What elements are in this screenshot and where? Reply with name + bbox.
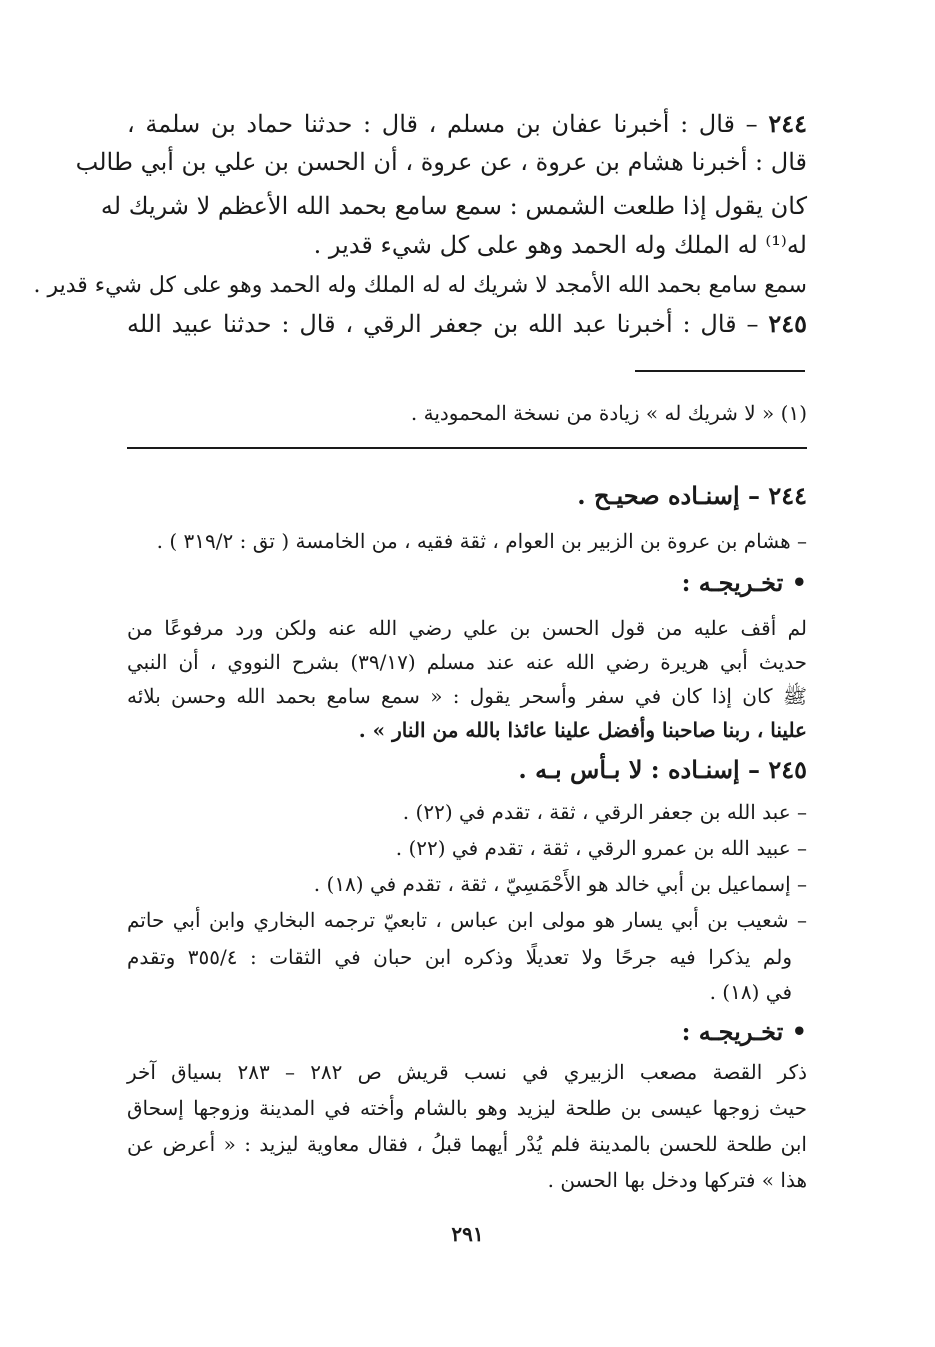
footnote-text: « لا شريك له » زيادة من نسخة المحمودية . — [410, 401, 775, 425]
commentary-separator — [127, 447, 807, 449]
commentary-244-takhrij-line: علينا ، ربنا صاحبنا وأفضل علينا عائذا بالله من النار » . — [358, 718, 807, 742]
hadith-244-line-1 — [127, 104, 807, 144]
commentary-245-takhrij-line: ذكر القصة مصعب الزبيري في نسب قريش ص ٢٨٢ – ٢٨٣ بسياق آخر — [127, 1060, 808, 1084]
commentary-245-heading: ٢٤٥ – إسنـاده : لا بـأس بـه . — [518, 755, 807, 784]
commentary-244-takhrij-line: حديث أبي هريرة رضي الله عنه عند مسلم (٣٩/١٧) بشرح النووي ، أن النبي — [127, 650, 807, 674]
hadith-number: ٢٤٤ — [768, 109, 807, 138]
commentary-245-shuayb-line: – شعيب بن أبي يسار هو مولى ابن عباس ، تابعيّ ترجمه البخاري وابن أبي حاتم — [127, 908, 807, 932]
commentary-245-narrator: – عبيد الله بن عمرو الرقي ، ثقة ، تقدم في (٢٢) . — [395, 836, 807, 860]
commentary-245-shuayb-line: في (١٨) . — [709, 980, 792, 1004]
hadith-244-line-3: كان يقول إذا طلعت الشمس : سمع سامع بحمد الله الأعظم لا شريك له — [100, 192, 807, 220]
commentary-244-narrator: – هشام بن عروة بن الزبير بن العوام ، ثقة فقيه ، من الخامسة ( تق : ٣١٩/٢ ) . — [156, 529, 807, 553]
commentary-245-narrator: – إسماعيل بن أبي خالد هو الأَحْمَسِيّ ، ثقة ، تقدم في (١٨) . — [313, 872, 807, 896]
commentary-245-takhrij-label: • تخـريجـه : — [681, 1017, 807, 1046]
commentary-244-heading: ٢٤٤ – إسنـاده صحيـح . — [577, 481, 807, 510]
commentary-245-narrator: – عبد الله بن جعفر الرقي ، ثقة ، تقدم في (٢٢) . — [402, 800, 807, 824]
hadith-text: – قال : أخبرنا عبد الله بن جعفر الرقي ، قال : حدثنا عبيد الله — [127, 310, 759, 338]
hadith-text: – قال : أخبرنا عفان بن مسلم ، قال : حدثنا حماد بن سلمة ، — [127, 110, 758, 138]
footnote-separator — [635, 370, 805, 372]
commentary-244-takhrij-line: ﷺ كان إذا كان في سفر وأسحر يقول : « سمع سامع بحمد الله وحسن بلائه — [127, 684, 807, 708]
hadith-244-line-2: قال : أخبرنا هشام بن عروة ، عن عروة ، أن الحسن بن علي بن أبي طالب — [75, 148, 807, 176]
commentary-245-takhrij-line: ابن طلحة للحسن بالمدينة فلم يُدْر أيهما قبلُ ، فقال معاوية ليزيد : « أعرض عن — [127, 1132, 807, 1156]
commentary-244-takhrij-line: لم أقف عليه من قول الحسن بن علي رضي الله عنه ولكن ورد مرفوعًا من — [127, 616, 808, 640]
page-number: ٢٩١ — [451, 1222, 484, 1246]
hadith-245-line-1 — [127, 304, 807, 344]
commentary-245-takhrij-line: هذا » فتركها ودخل بها الحسن . — [547, 1168, 807, 1192]
commentary-245-shuayb-line: ولم يذكرا فيه جرحًا ولا تعديلًا وذكره ابن حبان في الثقات : ٣٥٥/٤ وتقدم — [127, 945, 792, 969]
footnote — [127, 396, 807, 430]
hadith-number: ٢٤٥ — [768, 309, 807, 338]
commentary-245-takhrij-line: حيث زوجها عيسى بن طلحة ليزيد وهو بالشام وأخته في المدينة وزوجها إسحاق — [127, 1096, 807, 1120]
hadith-244-variant-line: سمع سامع بحمد الله الأمجد لا شريك له له الملك وله الحمد وهو على كل شيء قدير . — [33, 273, 807, 298]
hadith-244-line-4: له⁽¹⁾ له الملك وله الحمد وهو على كل شيء قدير . — [313, 231, 807, 259]
footnote-marker: (١) — [780, 401, 807, 425]
commentary-244-takhrij-label: • تخـريجـه : — [681, 568, 807, 597]
